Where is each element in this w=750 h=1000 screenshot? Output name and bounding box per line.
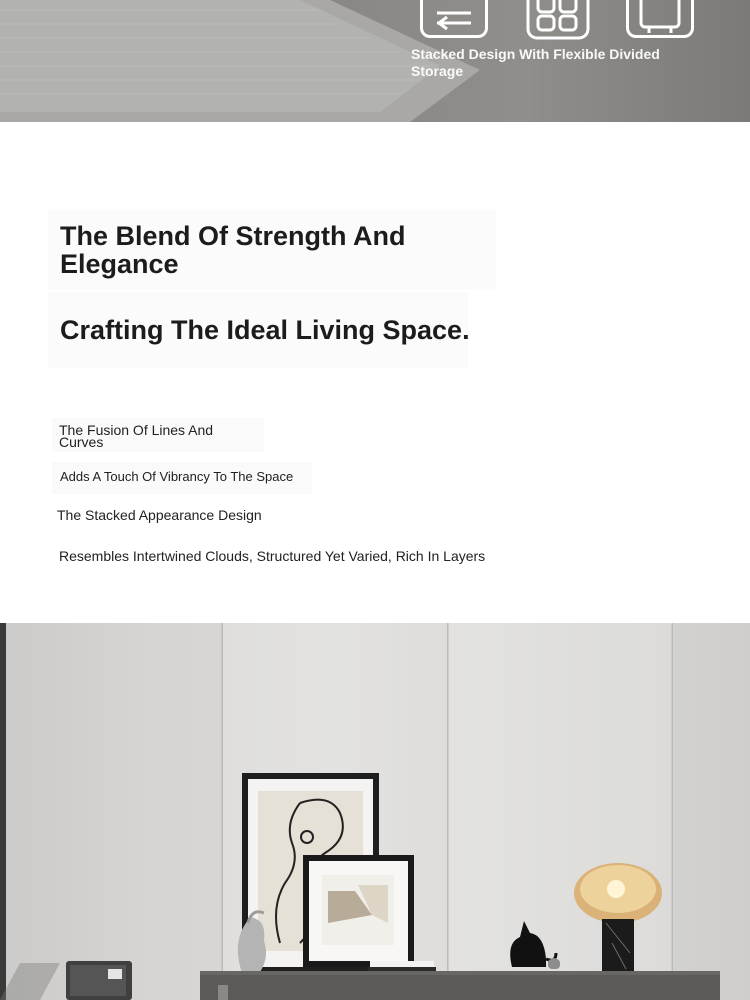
sideboard bbox=[200, 971, 720, 1000]
intro-section bbox=[0, 122, 750, 623]
page-subheadline: Crafting The Ideal Living Space. bbox=[60, 315, 470, 345]
top-banner bbox=[0, 0, 750, 122]
feature-line-clouds: Resembles Intertwined Clouds, Structured Yet Varied, Rich In Layers bbox=[59, 548, 486, 564]
room-scene bbox=[0, 623, 750, 1000]
feature-line-fusion: The Fusion Of Lines And Curves bbox=[59, 422, 214, 450]
feature-line-vibrancy: Adds A Touch Of Vibrancy To The Space bbox=[60, 469, 294, 484]
page-headline: The Blend Of Strength And Elegance bbox=[60, 221, 406, 279]
cabinet-icon bbox=[626, 0, 694, 38]
feature-line-stacked: The Stacked Appearance Design bbox=[57, 507, 262, 523]
feature-caption: Stacked Design With Flexible Divided Storage bbox=[411, 46, 660, 79]
feature-icons bbox=[420, 0, 720, 40]
grid-compartment-icon bbox=[526, 0, 594, 38]
speaker bbox=[66, 961, 132, 1000]
framed-art-small bbox=[303, 855, 414, 967]
drawer-icon bbox=[420, 0, 488, 38]
product-lifestyle-photo bbox=[0, 623, 750, 1000]
